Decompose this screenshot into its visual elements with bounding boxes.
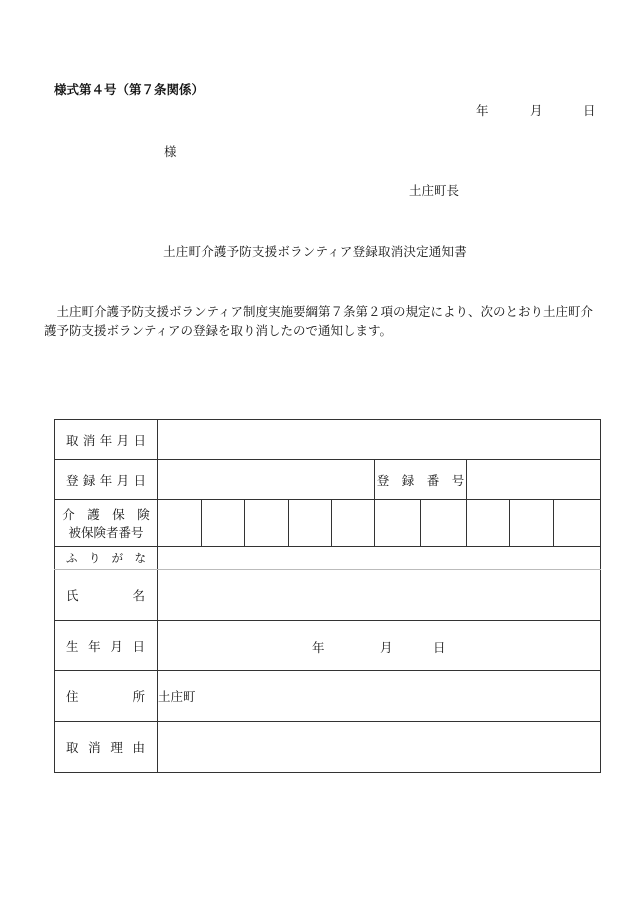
insurance-digit-7[interactable] — [421, 500, 467, 547]
address-field[interactable]: 土庄町 — [158, 671, 601, 722]
birth-year-label: 年 — [312, 639, 325, 655]
issuer: 土庄町長 — [409, 183, 460, 198]
insurance-number-label — [55, 500, 158, 547]
furigana-field[interactable] — [158, 547, 601, 570]
birth-date-label: 生 年 月 日 — [55, 621, 158, 671]
insurance-digit-6[interactable] — [375, 500, 421, 547]
notice-table — [54, 419, 601, 773]
cancel-date-field[interactable] — [158, 420, 601, 460]
reason-field[interactable] — [158, 722, 601, 773]
insurance-digit-2[interactable] — [202, 500, 245, 547]
register-date-label: 登 録 年 月 日 — [55, 460, 158, 500]
insurance-digit-3[interactable] — [245, 500, 289, 547]
insurance-digit-8[interactable] — [467, 500, 510, 547]
birth-date-field[interactable] — [158, 621, 601, 671]
insurance-digit-9[interactable] — [510, 500, 554, 547]
register-date-field[interactable] — [158, 460, 375, 500]
insurance-label-line1: 介 護 保 険 — [62, 507, 150, 522]
insurance-digit-10[interactable] — [554, 500, 601, 547]
furigana-label: ふ り が な — [55, 547, 158, 570]
insurance-label-line2: 被保険者番号 — [68, 525, 144, 540]
cancel-date-label: 取 消 年 月 日 — [55, 420, 158, 460]
date-year-label: 年 — [476, 103, 489, 118]
reason-label: 取 消 理 由 — [55, 722, 158, 773]
insurance-digit-5[interactable] — [332, 500, 375, 547]
date-month-label: 月 — [530, 103, 543, 118]
birth-month-label: 月 — [380, 639, 393, 655]
date-day-label: 日 — [583, 103, 596, 118]
insurance-digit-1[interactable] — [158, 500, 202, 547]
form-number: 様式第４号（第７条関係） — [54, 82, 205, 97]
birth-day-label: 日 — [433, 639, 446, 655]
register-number-field[interactable] — [467, 460, 601, 500]
register-number-label: 登 録 番 号 — [375, 460, 467, 500]
addressee-suffix: 様 — [164, 144, 177, 159]
body-text: 土庄町介護予防支援ボランティア制度実施要綱第７条第２項の規定により、次のとおり土庄町介護予防支援ボランティアの登録を取り消したので通知します。 — [44, 304, 594, 338]
document-title: 土庄町介護予防支援ボランティア登録取消決定通知書 — [163, 244, 467, 259]
insurance-digit-4[interactable] — [289, 500, 332, 547]
name-field[interactable] — [158, 570, 601, 621]
address-label: 住 所 — [55, 671, 158, 722]
name-label: 氏 名 — [55, 570, 158, 621]
